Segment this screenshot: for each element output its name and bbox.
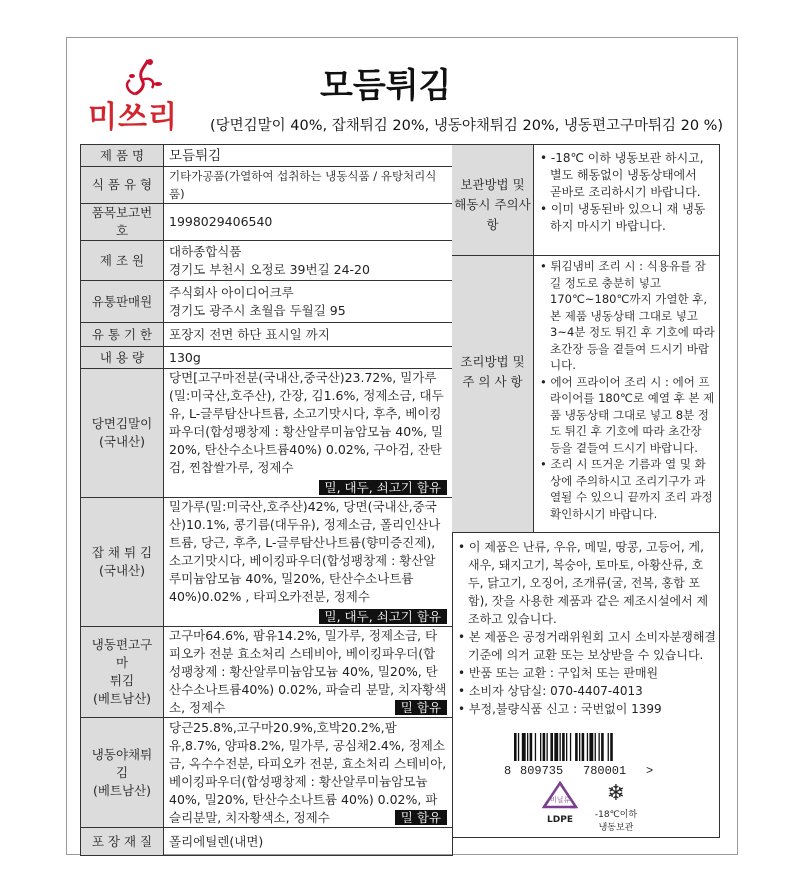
storage-label — [452, 145, 534, 255]
barcode-bar — [599, 733, 600, 761]
ingredient-label — [81, 718, 164, 828]
barcode-bar — [543, 733, 546, 761]
barcode-bar — [514, 733, 517, 761]
ingredient-origin: (국내산) — [99, 563, 145, 578]
allergen-badge: 밀 함유 — [395, 810, 447, 825]
barcode-bar — [554, 733, 558, 761]
ingredient-text: 밀가루(밀:미국산,호주산)42%, 당면(국내산,중국산)10.1%, 콩기름(대두유), 정제소금, 폴리인산나트륨, 당근, 후추, L-글루탐산나트륨(향미증진제), 소고기맛시다, 베이킹파우더(합성팽창제 : 황산알루미늄암모늄 40%, 밀20%, 탄산수소나트륨40%)0.02% , 타피오카전분, 정제수 — [169, 499, 441, 604]
table-row — [81, 204, 453, 241]
manufacturer-value — [164, 241, 453, 281]
distributor-label: 유통판매원 — [81, 281, 164, 323]
barcode-bar — [527, 733, 528, 761]
ingredient-value — [164, 369, 453, 498]
distributor-address: 경기도 광주시 초월읍 두월길 95 — [169, 302, 346, 318]
manufacturer-name: 대하종합식품 — [169, 243, 242, 259]
ingredient-value — [164, 718, 453, 828]
cooking-text — [540, 258, 716, 522]
barcode-digit-4: > — [646, 764, 654, 778]
distributor-value — [164, 281, 453, 323]
manufacturer-label: 제 조 원 — [81, 241, 164, 281]
table-row — [81, 347, 453, 369]
barcode-bar — [575, 733, 578, 761]
frozen-temp: -18℃이하 — [594, 810, 638, 820]
barcode-bar — [560, 733, 561, 761]
table-row — [81, 145, 453, 167]
barcode-bar — [566, 733, 567, 761]
list-item: • 소비자 상담실: 070-4407-4013 — [458, 684, 643, 698]
barcode-bar — [610, 733, 613, 761]
list-item: • 에어 프라이어 조리 시 : 에어 프라이어를 180℃로 예열 후 본 제품 냉동상태 그대로 넣고 8분 정도 튀긴 후 기호에 따라 초간장 등을 곁들여 드시기 바랍니다. — [540, 374, 715, 455]
report-number-label: 품목보고번호 — [81, 204, 164, 241]
ingredient-label — [81, 369, 164, 498]
ingredient-name-cont: 튀김 — [109, 673, 135, 688]
cooking-label — [452, 256, 534, 532]
barcode-bar — [550, 733, 553, 761]
packaging-label: 포 장 재 질 — [81, 828, 164, 856]
volume-label: 내 용 량 — [81, 347, 164, 369]
table-row — [81, 241, 453, 281]
storage-text — [540, 150, 712, 235]
product-title: 모듬튀김 — [320, 66, 452, 106]
barcode-bar — [522, 733, 526, 761]
ingredient-origin: (베트남산) — [92, 782, 152, 798]
barcode-bar — [570, 733, 571, 761]
barcode-bar — [582, 733, 585, 761]
ingredient-name: 당면김말이 — [91, 416, 153, 431]
food-type-value: 기타가공품(가열하여 섭취하는 냉동식품 / 유탕처리식품) — [164, 167, 453, 204]
ingredient-name: 잡 채 튀 김 — [91, 545, 153, 560]
notices-text — [458, 538, 716, 718]
barcode-bar — [608, 733, 609, 761]
barcode-digits-2: 809735 — [520, 764, 564, 778]
barcode-digits-3: 780001 — [583, 764, 627, 778]
table-row — [81, 498, 453, 627]
food-type-label: 식 품 유 형 — [81, 167, 164, 204]
table-row — [81, 167, 453, 204]
list-item: • 본 제품은 공정거래위원회 고시 소비자분쟁해결 기준에 의거 교환 또는 보상받을 수 있습니다. — [458, 630, 717, 662]
expiry-label: 유 통 기 한 — [81, 323, 164, 347]
ingredient-text: 고구마64.6%, 팜유14.2%, 밀가루, 정제소금, 타피오카 전분 효소처리 스테비아, 베이킹파우더(합성팽창제 : 황산알루미늄암모늄 40%, 밀20%, 탄산수소나트륨40%) 0.02%, 파슬리 분말, 치자황색소, 정제수 — [169, 628, 447, 715]
table-row — [81, 627, 453, 718]
barcode-icon — [514, 733, 642, 761]
storage-label-line1: 보관방법 및 — [460, 177, 525, 192]
ingredient-label — [81, 498, 164, 627]
table-row — [81, 323, 453, 347]
manufacturer-address: 경기도 부천시 오정로 39번길 24-20 — [169, 261, 370, 277]
ingredient-value — [164, 627, 453, 718]
divider — [452, 532, 720, 533]
snowflake-icon: ❄ — [606, 781, 626, 806]
frozen-mark — [588, 781, 644, 833]
barcode-bar — [595, 733, 596, 761]
ingredient-text: 당근25.8%,고구마20.9%,호박20.2%,팜유,8.7%, 양파8.2%, 밀가루, 공심채2.4%, 정제소금, 옥수수전분, 타피오카 전분, 효소처리 스테비아, 베이킹파우더(합성팽창제 : 황산알루미늄암모늄 40%, 밀20%, 탄산수소나트륨 40%) 0.02%, 파슬리분말, 치자황색소, 정제수 — [169, 719, 447, 825]
ingredient-name: 냉동편고구마 — [91, 637, 153, 670]
ingredient-origin: (베트남산) — [92, 691, 152, 706]
list-item: • 반품 또는 교환 : 구입처 또는 판매원 — [458, 666, 659, 680]
ingredient-value — [164, 498, 453, 627]
product-name-label: 제 품 명 — [81, 145, 164, 167]
packaging-value: 폴리에틸렌(내면) — [164, 828, 453, 856]
barcode-bar — [518, 733, 519, 761]
recycle-mark — [540, 781, 580, 825]
list-item: • 튀김냄비 조리 시 : 식용유를 잠길 정도로 충분히 넣고 170℃~180℃까지 가열한 후, 본 제품 냉동상태 그대로 넣고 3~4분 정도 튀긴 후 기호에 따라 초간장 등을 곁들여 드시기 바랍니다. — [540, 259, 715, 372]
list-item: • 이 제품은 난류, 우유, 메밀, 땅콩, 고등어, 게, 새우, 돼지고기, 복숭아, 토마토, 아황산류, 호두, 닭고기, 오징어, 조개류(굴, 전복, 홍합 포함), 잣을 사용한 제품과 같은 제조시설에서 제조하고 있습니다. — [458, 540, 709, 626]
volume-value: 130g — [164, 347, 453, 369]
barcode-bar — [530, 733, 533, 761]
product-subtitle: (당면김말이 40%, 잡채튀김 20%, 냉동야채튀김 20%, 냉동편고구마튀김 20 %) — [210, 118, 724, 134]
barcode-bar — [579, 733, 580, 761]
barcode-bar — [547, 733, 548, 761]
recycle-category: 비닐류 — [549, 796, 571, 804]
table-row — [81, 718, 453, 828]
recycle-material: LDPE — [547, 815, 573, 825]
list-item: • 이미 냉동된바 있으니 재 냉동하지 마시기 바랍니다. — [540, 202, 706, 233]
distributor-name: 주식회사 아이디어크루 — [169, 284, 294, 300]
cooking-label-line1: 조리방법 및 — [460, 354, 525, 369]
table-row — [81, 281, 453, 323]
barcode-bar — [540, 733, 541, 761]
barcode-bar — [587, 733, 588, 761]
ingredient-label — [81, 627, 164, 718]
allergen-badge: 밀 함유 — [395, 700, 447, 715]
barcode-bar — [589, 733, 593, 761]
product-info-table — [80, 144, 453, 856]
allergen-badge: 밀, 대두, 쇠고기 함유 — [319, 480, 447, 495]
storage-label-line2: 해동시 주의사항 — [454, 197, 531, 232]
list-item: • 조리 시 뜨거운 기름과 열 및 화상에 주의하시고 조리기구가 과열될 수 있으니 끝까지 조리 과정 확인하시기 바랍니다. — [540, 457, 713, 521]
allergen-badge: 밀, 대두, 쇠고기 함유 — [319, 609, 447, 624]
ingredient-origin: (국내산) — [99, 434, 145, 449]
brand-logo-text: 미쓰리 — [88, 100, 178, 135]
frozen-storage: 냉동보관 — [598, 823, 634, 833]
cooking-label-line2: 주 의 사 항 — [462, 374, 523, 389]
barcode-bar — [601, 733, 604, 761]
barcode-bar — [535, 733, 536, 761]
table-row — [81, 828, 453, 856]
product-name-value: 모듬튀김 — [164, 145, 453, 167]
list-item: • -18℃ 이하 냉동보관 하시고, 별도 해동없이 냉동상태에서 곧바로 조리하시기 바랍니다. — [540, 151, 704, 199]
table-row — [81, 369, 453, 498]
list-item: • 부정,불량식품 신고 : 국번없이 1399 — [458, 702, 662, 716]
expiry-value: 포장지 전면 하단 표시일 까지 — [164, 323, 453, 347]
barcode-digit-1: 8 — [504, 764, 512, 778]
ingredient-text: 당면[고구마전분(국내산,중국산)23.72%, 밀가루(밀:미국산,호주산), 간장, 김1.6%, 정제소금, 대두유, L-글루탐산나트륨, 소고기맛시다, 후추, 베이킹파우더(합성팽창제 : 황산알루미늄암모늄 40%, 밀20%, 탄산수소나트륨40%) 0.02%, 구아검, 잔탄검, 찐찹쌀가루, 정제수 — [169, 370, 444, 475]
report-number-value: 1998029406540 — [164, 204, 453, 241]
ingredient-name: 냉동야채튀김 — [91, 746, 153, 780]
barcode-bar — [562, 733, 565, 761]
